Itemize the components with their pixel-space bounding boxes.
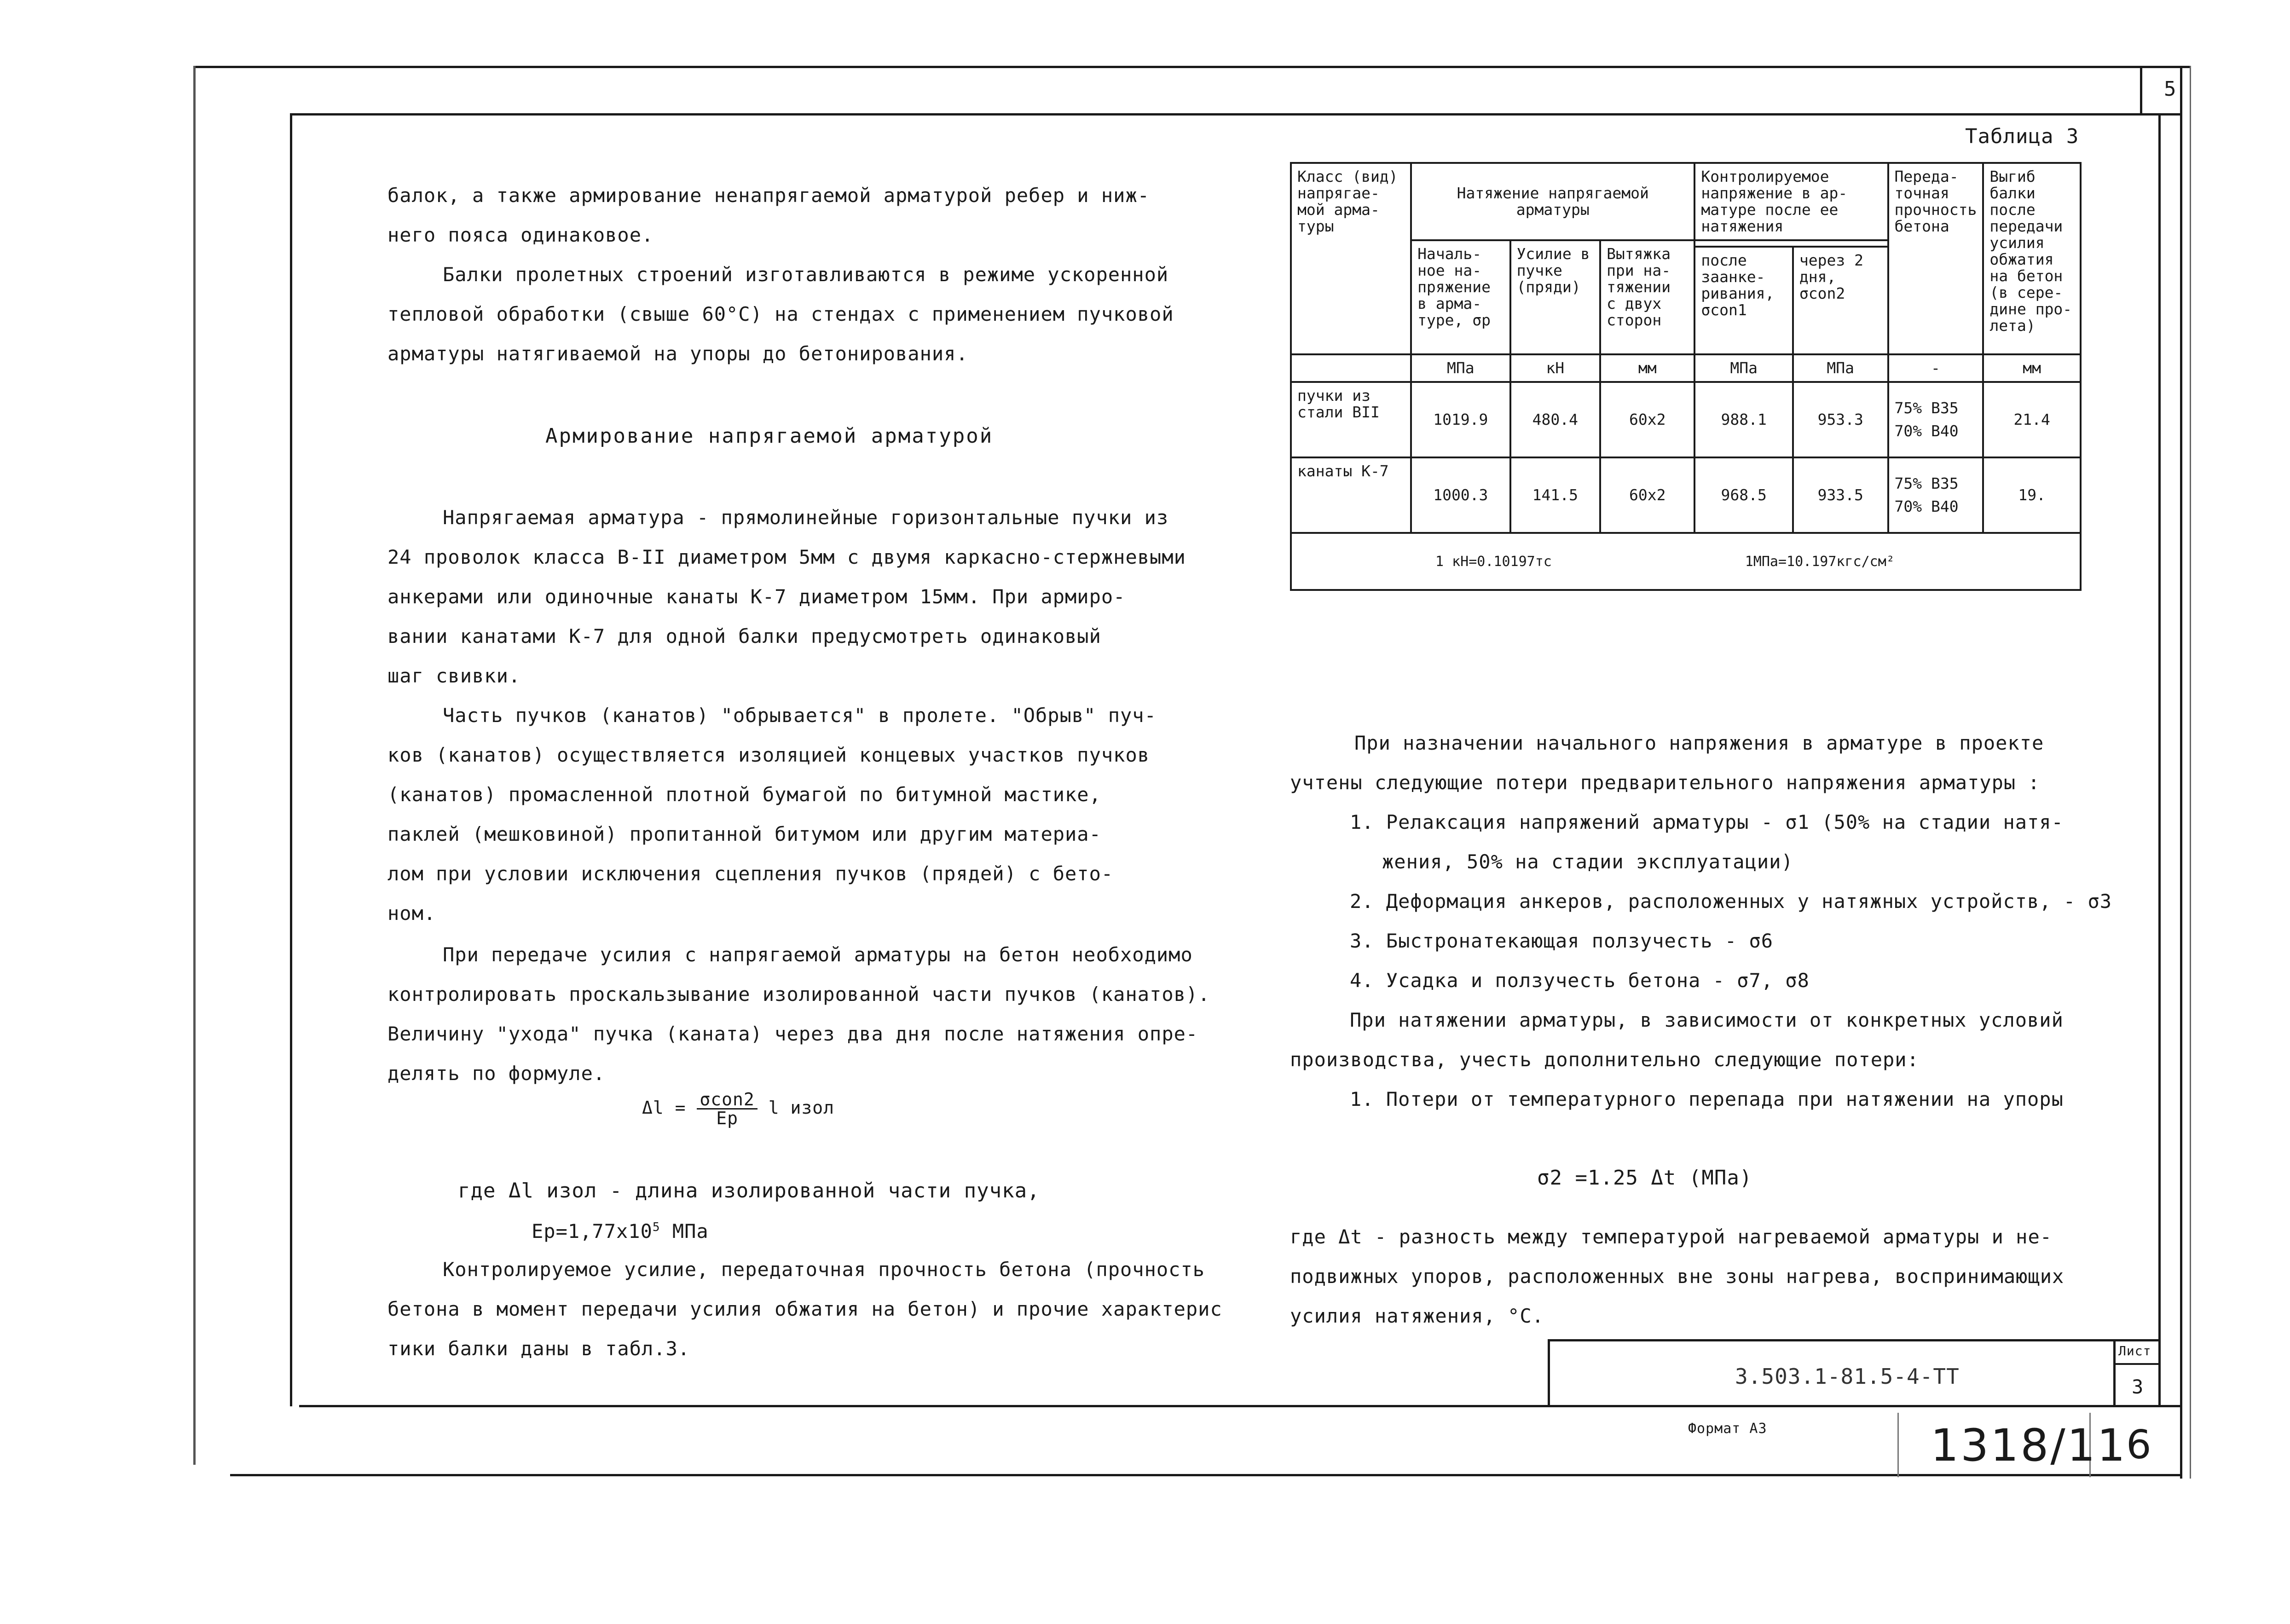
losses-intro-line: При назначении начального напряжения в арматуре в проекте (1354, 732, 2044, 754)
row-transfer-1: 75% В35 (1894, 474, 1959, 492)
header-after-2days: через 2 дня, σcon2 (1793, 247, 1888, 354)
reinforcement-line: Напрягаемая арматура - прямолинейные горизонтальные пучки из (443, 506, 1169, 529)
inner-left-border (290, 113, 292, 1406)
document-code: 3.503.1-81.5-4-ТТ (1735, 1364, 1960, 1389)
intro-line: балок, а также армирование ненапрягаемой арматурой ребер и ниж- (387, 184, 1150, 207)
production-line: арматуры натягиваемой на упоры до бетонирования. (387, 342, 968, 365)
break-line: паклей (мешковиной) пропитанной битумом или другим материа- (387, 823, 1101, 845)
transfer-paragraph (387, 935, 1210, 1093)
unit-cell: МПа (1793, 354, 1888, 382)
header-spacer (1694, 240, 1888, 247)
formula-denominator: Ep (716, 1108, 738, 1128)
header-tension-group: Натяжение напрягаемой арматуры (1411, 163, 1694, 240)
intro-line: него пояса одинаковое. (387, 224, 654, 246)
break-line: лом при условии исключения сцепления пучков (прядей) с бето- (387, 862, 1114, 885)
row-stretch: 60x2 (1600, 382, 1694, 457)
formula-rhs: l изол (768, 1098, 834, 1118)
row-transfer-2: 70% В40 (1894, 497, 1959, 515)
outer-bottom-border (230, 1474, 2181, 1476)
footnote-kn: 1 кН=0.10197тс (1435, 554, 1552, 570)
header-initial-stress: Началь- ное на- пряжение в арма- туре, σp (1411, 240, 1510, 354)
table-row (1291, 382, 2081, 457)
outer-right-border (2180, 66, 2182, 1479)
production-line: Балки пролетных строений изготавливаются в режиме ускоренной (443, 263, 1169, 286)
break-line: ков (канатов) осуществляется изоляцией концевых участков пучков (387, 744, 1150, 766)
row-initial: 1019.9 (1411, 382, 1510, 457)
temperature-where-line: усилия натяжения, °С. (1290, 1305, 1544, 1327)
transfer-line: Величину "ухода" пучка (каната) через два дня после натяжения опре- (387, 1023, 1198, 1045)
reinforcement-line: шаг свивки. (387, 665, 521, 687)
header-transfer-strength: Переда- точная прочность бетона (1888, 163, 1984, 354)
slip-formula (642, 1091, 834, 1127)
row-after-anchor: 968.5 (1694, 457, 1793, 533)
title-block-left (1548, 1339, 1550, 1406)
section-heading: Армирование напрягаемой арматурой (545, 424, 994, 448)
temperature-where-line: где Δt - разность между температурой нагреваемой арматуры и не- (1290, 1225, 2053, 1248)
loss-item: 2. Деформация анкеров, расположенных у натяжных устройств, - σ3 (1350, 890, 2112, 913)
loss-item: жения, 50% на стадии эксплуатации) (1382, 850, 1793, 873)
header-camber: Выгиб балки после передачи усилия обжатия на бетон (в сере- дине про- лета) (1983, 163, 2081, 354)
inner-right-border (2158, 113, 2161, 1406)
header-force: Усилие в пучке (пряди) (1510, 240, 1601, 354)
archive-number: 1318/11 (1931, 1420, 2127, 1471)
additional-losses-paragraph (1290, 1000, 2064, 1119)
header-after-anchor: после заанке- ривания, σcon1 (1694, 247, 1793, 354)
title-block-top (1548, 1339, 2160, 1341)
table-footnote-row (1291, 533, 2081, 590)
row-after-anchor: 988.1 (1694, 382, 1793, 457)
title-block-sheet-divider (2113, 1339, 2116, 1406)
loss-item: 1. Релаксация напряжений арматуры - σ1 (50% на стадии натя- (1350, 811, 2064, 833)
row-stretch: 60x2 (1600, 457, 1694, 533)
formula-numerator: σcon2 (697, 1091, 757, 1110)
modulus-unit: МПа (660, 1220, 709, 1243)
stamp-divider-1 (1897, 1413, 1899, 1477)
units-empty (1291, 354, 1411, 382)
sheet-number: 3 (2132, 1375, 2144, 1398)
unit-cell: МПа (1694, 354, 1793, 382)
break-paragraph (387, 696, 1157, 933)
corner-number: 5 (2164, 77, 2177, 101)
archive-sheet-number: 6 (2126, 1422, 2153, 1468)
row-after-2days: 933.5 (1793, 457, 1888, 533)
loss-item: 3. Быстронатекающая ползучесть - σ6 (1350, 930, 1774, 952)
break-line: ном. (387, 902, 436, 925)
reinforcement-paragraph (387, 498, 1186, 696)
row-transfer-1: 75% В35 (1894, 399, 1959, 417)
additional-line: 1. Потери от температурного перепада при натяжении на упоры (1350, 1088, 2064, 1110)
break-line: Часть пучков (канатов) "обрывается" в пролете. "Обрыв" пуч- (443, 704, 1157, 727)
row-transfer (1888, 382, 1984, 457)
unit-cell: МПа (1411, 354, 1510, 382)
transfer-line: делять по формуле. (387, 1062, 606, 1085)
outer-left-border (193, 66, 196, 1465)
formula-fraction (697, 1091, 757, 1127)
header-stretch: Вытяжка при на- тяжении с двух сторон (1600, 240, 1694, 354)
inner-bottom-border (299, 1405, 2181, 1407)
table-reference-paragraph (387, 1250, 1222, 1369)
temperature-where-line: подвижных упоров, расположенных вне зоны нагрева, воспринимающих (1290, 1265, 2064, 1288)
header-control-group: Контролируемое напряжение в ар- матуре после ее натяжения (1694, 163, 1888, 240)
unit-cell: - (1888, 354, 1984, 382)
table-3 (1290, 162, 2082, 591)
table-reference-line: Контролируемое усилие, передаточная прочность бетона (прочность (443, 1258, 1205, 1281)
table-reference-line: тики балки даны в табл.3. (387, 1337, 690, 1360)
reinforcement-line: 24 проволок класса В-II диаметром 5мм с двумя каркасно-стержневыми (387, 546, 1186, 568)
where-line-2 (532, 1221, 709, 1241)
unit-cell: мм (1600, 354, 1694, 382)
where-line-1: где Δl изол - длина изолированной части пучка, (458, 1179, 1040, 1202)
outer-top-border (193, 66, 2191, 68)
row-name: канаты К-7 (1291, 457, 1411, 533)
modulus-base: Ep=1,77x10 (532, 1220, 653, 1243)
row-transfer-2: 70% В40 (1894, 422, 1959, 440)
row-after-2days: 953.3 (1793, 382, 1888, 457)
unit-cell: кН (1510, 354, 1601, 382)
format-label: Формат А3 (1688, 1421, 1767, 1437)
losses-intro-paragraph (1290, 723, 2044, 803)
row-name: пучки из стали ВII (1291, 382, 1411, 457)
unit-cell: мм (1983, 354, 2081, 382)
formula-lhs: Δl = (642, 1098, 686, 1118)
row-force: 141.5 (1510, 457, 1601, 533)
reinforcement-line: анкерами или одиночные канаты К-7 диаметром 15мм. При армиро- (387, 585, 1126, 608)
temperature-where-paragraph (1290, 1217, 2064, 1336)
losses-list (1290, 803, 2112, 1000)
corner-box-left (2140, 66, 2142, 113)
additional-line: При натяжении арматуры, в зависимости от конкретных условий (1350, 1009, 2064, 1031)
table-reference-line: бетона в момент передачи усилия обжатия на бетон) и прочие характерис (387, 1298, 1222, 1320)
modulus-exponent: 5 (652, 1220, 660, 1234)
inner-top-border (290, 113, 2181, 116)
production-paragraph (387, 255, 1174, 374)
right-dashed-edge (2190, 66, 2191, 1479)
sheet-label: Лист (2118, 1343, 2151, 1358)
row-transfer (1888, 457, 1984, 533)
additional-line: производства, учесть дополнительно следующие потери: (1290, 1048, 1919, 1071)
loss-item: 4. Усадка и ползучесть бетона - σ7, σ8 (1350, 969, 1810, 992)
losses-intro-line: учтены следующие потери предварительного напряжения арматуры : (1290, 771, 2040, 794)
row-camber: 21.4 (1983, 382, 2081, 457)
row-camber: 19. (1983, 457, 2081, 533)
transfer-line: контролировать проскальзывание изолированной части пучков (канатов). (387, 983, 1210, 1006)
row-force: 480.4 (1510, 382, 1601, 457)
production-line: тепловой обработки (свыше 60°С) на стендах с применением пучковой (387, 303, 1174, 325)
intro-paragraph (387, 176, 1150, 255)
header-class: Класс (вид) напрягае- мой арма- туры (1291, 163, 1411, 354)
table-row (1291, 457, 2081, 533)
title-block-sheet-label-line (2113, 1363, 2159, 1365)
row-initial: 1000.3 (1411, 457, 1510, 533)
table-caption: Таблица 3 (1965, 125, 2079, 148)
break-line: (канатов) промасленной плотной бумагой по битумной мастике, (387, 783, 1101, 806)
reinforcement-line: вании канатами К-7 для одной балки предусмотреть одинаковый (387, 625, 1101, 647)
transfer-line: При передаче усилия с напрягаемой арматуры на бетон необходимо (443, 943, 1193, 966)
temperature-formula: σ2 =1.25 Δt (МПа) (1537, 1166, 1752, 1190)
footnote-mpa: 1МПа=10.197кгс/см² (1745, 554, 1895, 570)
